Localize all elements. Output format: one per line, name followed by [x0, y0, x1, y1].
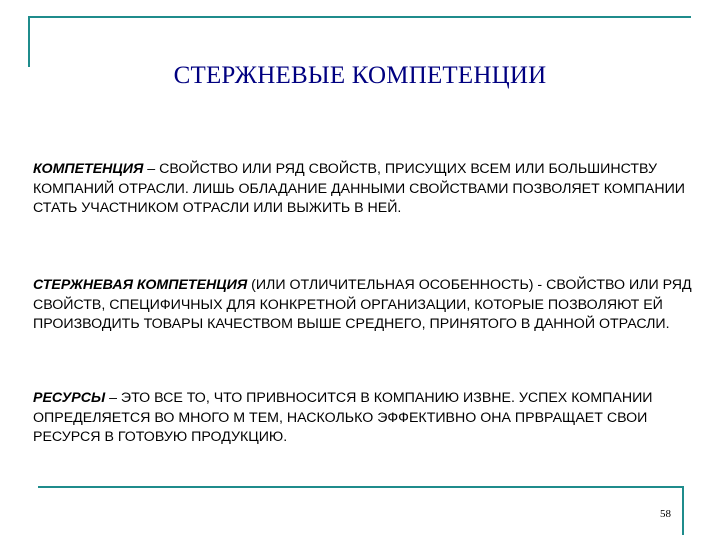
term-competence: КОМПЕТЕНЦИЯ — [33, 161, 144, 177]
paragraph-core-competence — [33, 276, 693, 335]
term-core-competence: СТЕРЖНЕВАЯ КОМПЕТЕНЦИЯ — [33, 277, 248, 293]
term-resources: РЕСУРСЫ — [33, 390, 106, 406]
page-number: 58 — [660, 508, 671, 520]
frame-left-line — [28, 16, 30, 67]
definition-core-competence: (ИЛИ ОТЛИЧИТЕЛЬНАЯ ОСОБЕННОСТЬ) - СВОЙСТВО ИЛИ РЯД СВОЙСТВ, СПЕЦИФИЧНЫХ ДЛЯ КОНКРЕТНОЙ ОРГАНИЗАЦИИ, КОТОРЫЕ ПОЗВОЛЯЮТ ЕЙ ПРОИЗВОДИТЬ ТОВАРЫ КАЧЕСТВОМ ВЫШЕ СРЕДНЕГО, ПРИНЯТОГО В ДАННОЙ ОТРАСЛИ. — [33, 277, 692, 332]
definition-resources: – ЭТО ВСЕ ТО, ЧТО ПРИВНОСИТСЯ В КОМПАНИЮ ИЗВНЕ. УСПЕХ КОМПАНИИ ОПРЕДЕЛЯЕТСЯ ВО МНОГО М ТЕМ, НАСКОЛЬКО ЭФФЕКТИВНО ОНА ПРВРАЩАЕТ СВОИ РЕСУРСЯ В ГОТОВУЮ ПРОДУКЦИЮ. — [33, 390, 653, 445]
frame-bottom-line — [38, 486, 683, 488]
definition-competence: – СВОЙСТВО ИЛИ РЯД СВОЙСТВ, ПРИСУЩИХ ВСЕМ ИЛИ БОЛЬШИНСТВУ КОМПАНИЙ ОТРАСЛИ. ЛИШЬ ОБЛАДАНИЕ ДАННЫМИ СВОЙСТВАМИ ПОЗВОЛЯЕТ КОМПАНИИ СТАТЬ УЧАСТНИКОМ ОТРАСЛИ ИЛИ ВЫЖИТЬ В НЕЙ. — [33, 161, 685, 216]
frame-right-line — [682, 486, 684, 535]
frame-top-line — [28, 16, 691, 18]
slide-title: СТЕРЖНЕВЫЕ КОМПЕТЕНЦИИ — [173, 62, 547, 89]
paragraph-competence — [33, 160, 693, 219]
paragraph-resources — [33, 389, 693, 448]
